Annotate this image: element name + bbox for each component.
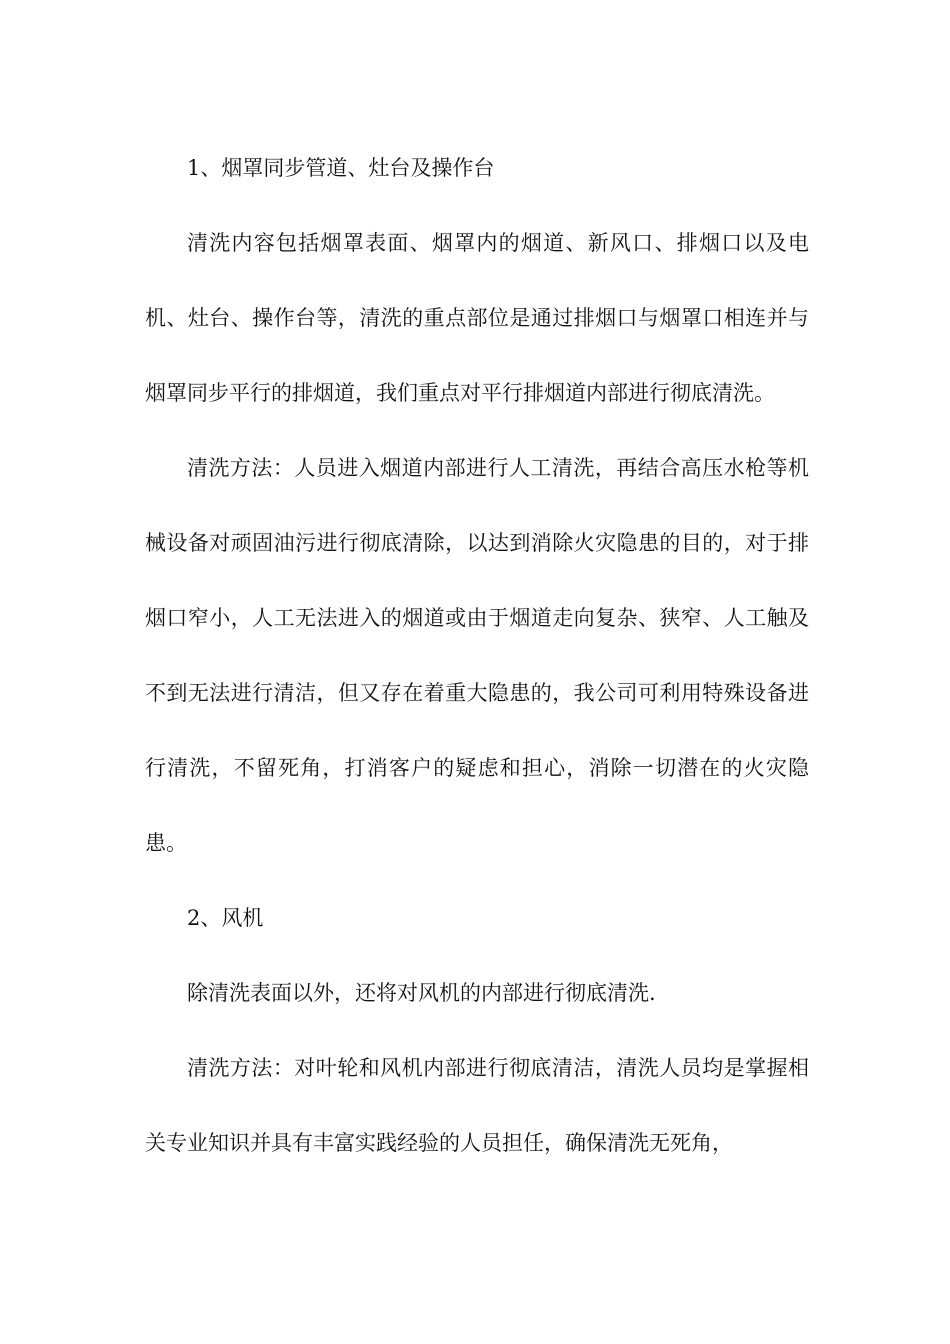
paragraph-fan-scope: 除清洗表面以外，还将对风机的内部进行彻底清洗. bbox=[187, 981, 656, 1005]
paragraph-cleaning-scope: 清洗内容包括烟罩表面、烟罩内的烟道、新风口、排烟口以及电机、灶台、操作台等，清洗的重点部位是通过排烟口与烟罩口相连并与烟罩同步平行的排烟道，我们重点对平行排烟道内部进行彻底清洗。 bbox=[145, 231, 809, 405]
section-heading-hood-ducts: 1、烟罩同步管道、灶台及操作台 bbox=[187, 156, 495, 180]
document-body bbox=[145, 131, 809, 1181]
paragraph-fan-cleaning-method: 清洗方法：对叶轮和风机内部进行彻底清洁，清洗人员均是掌握相关专业知识并具有丰富实践经验的人员担任，确保清洗无死角， bbox=[145, 1056, 809, 1155]
paragraph-duct-cleaning-method: 清洗方法：人员进入烟道内部进行人工清洗，再结合高压水枪等机械设备对顽固油污进行彻底清除，以达到消除火灾隐患的目的，对于排烟口窄小，人工无法进入的烟道或由于烟道走向复杂、狭窄、人工触及不到无法进行清洁，但又存在着重大隐患的，我公司可利用特殊设备进行清洗，不留死角，打消客户的疑虑和担心，消除一切潜在的火灾隐患。 bbox=[145, 456, 809, 855]
section-heading-fan: 2、风机 bbox=[187, 906, 264, 930]
